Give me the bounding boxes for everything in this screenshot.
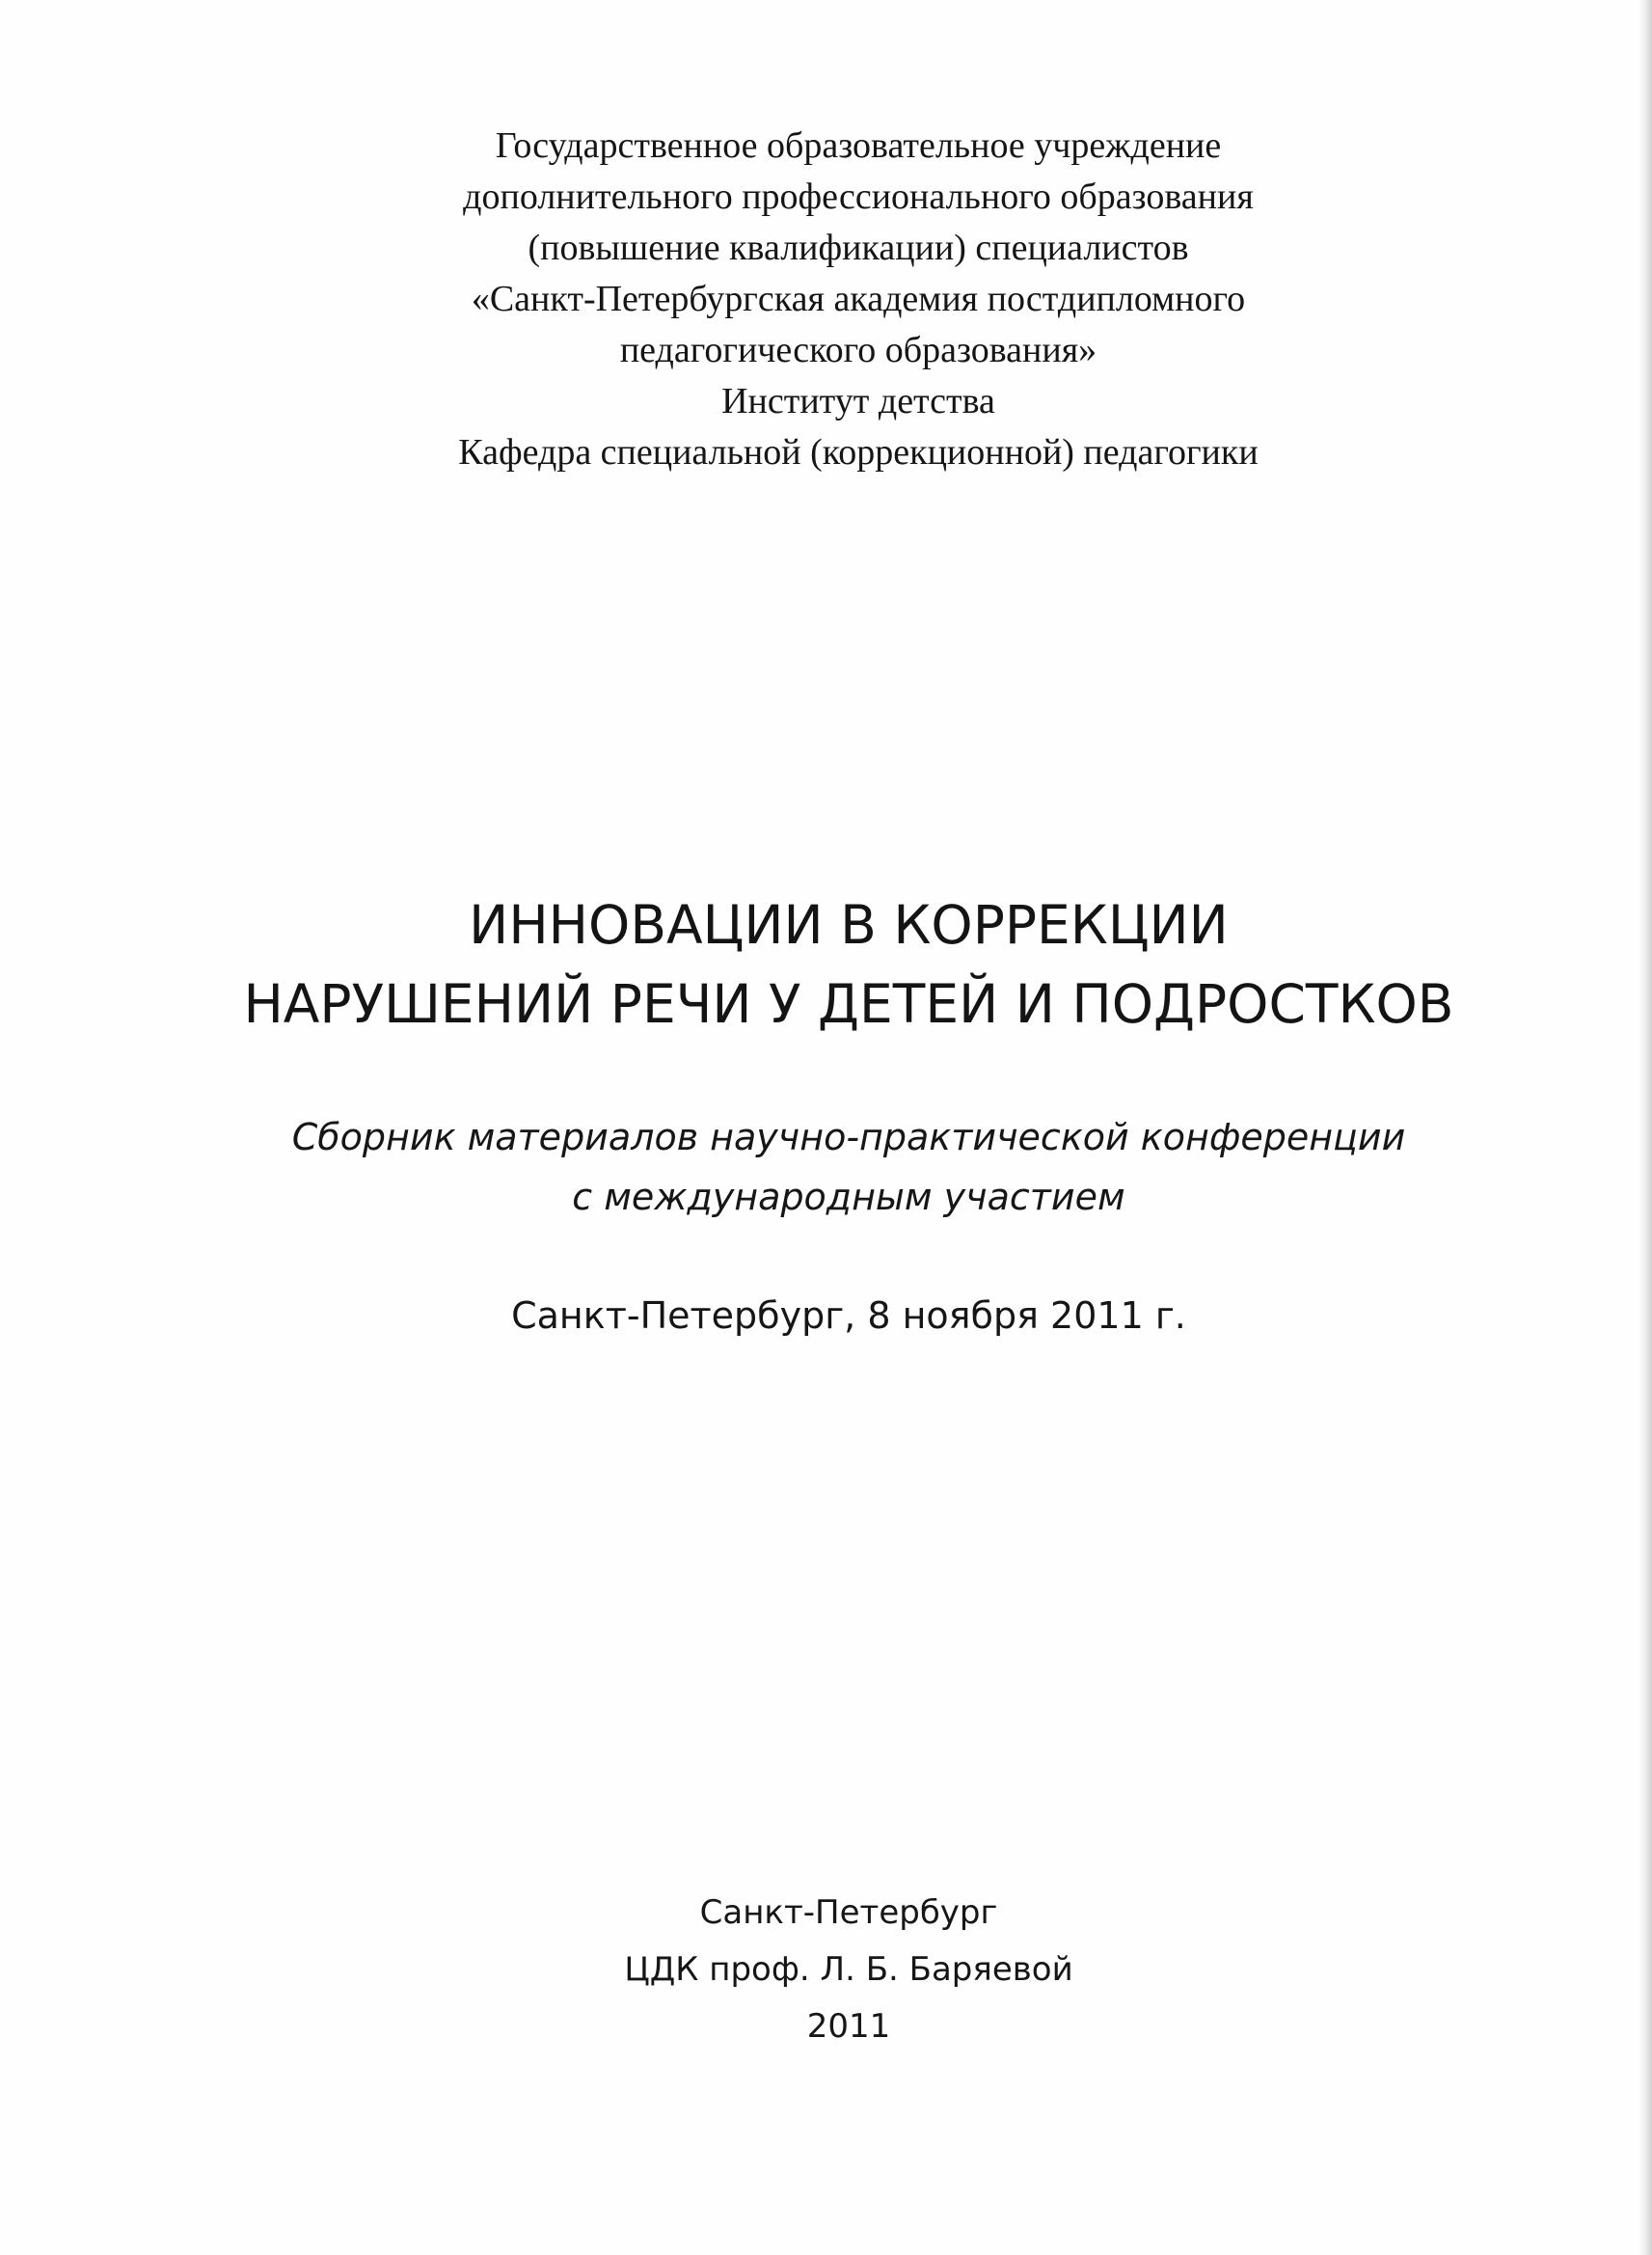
imprint [540,1885,1157,2055]
institution-line: «Санкт-Петербургская академия постдипломного [471,279,1246,319]
institution-line: дополнительного профессионального образования [463,177,1254,217]
imprint-city: Санкт-Петербург [699,1893,998,1932]
institute-name: Институт детства [721,381,995,421]
book-title [154,885,1543,1044]
book-title-line: ИННОВАЦИИ В КОРРЕКЦИИ [469,894,1229,956]
institution-header [289,121,1427,478]
institution-line: педагогического образования» [619,330,1097,370]
imprint-year: 2011 [806,2007,891,2046]
department-name: Кафедра специальной (коррекционной) педагогики [458,432,1259,473]
imprint-publisher: ЦДК проф. Л. Б. Баряевой [624,1950,1073,1989]
book-subtitle-line: с международным участием [572,1176,1125,1218]
institution-line: (повышение квалификации) специалистов [528,228,1189,268]
conference-place-date: Санкт-Петербург, 8 ноября 2011 г. [511,1294,1186,1337]
institution-line: Государственное образовательное учреждение [495,125,1222,166]
book-title-line: НАРУШЕНИЙ РЕЧИ У ДЕТЕЙ И ПОДРОСТКОВ [243,973,1454,1035]
book-subtitle [154,1107,1543,1227]
book-subtitle-line: Сборник материалов научно-практической конференции [291,1116,1406,1158]
page-edge-shadow [1638,0,1652,2255]
